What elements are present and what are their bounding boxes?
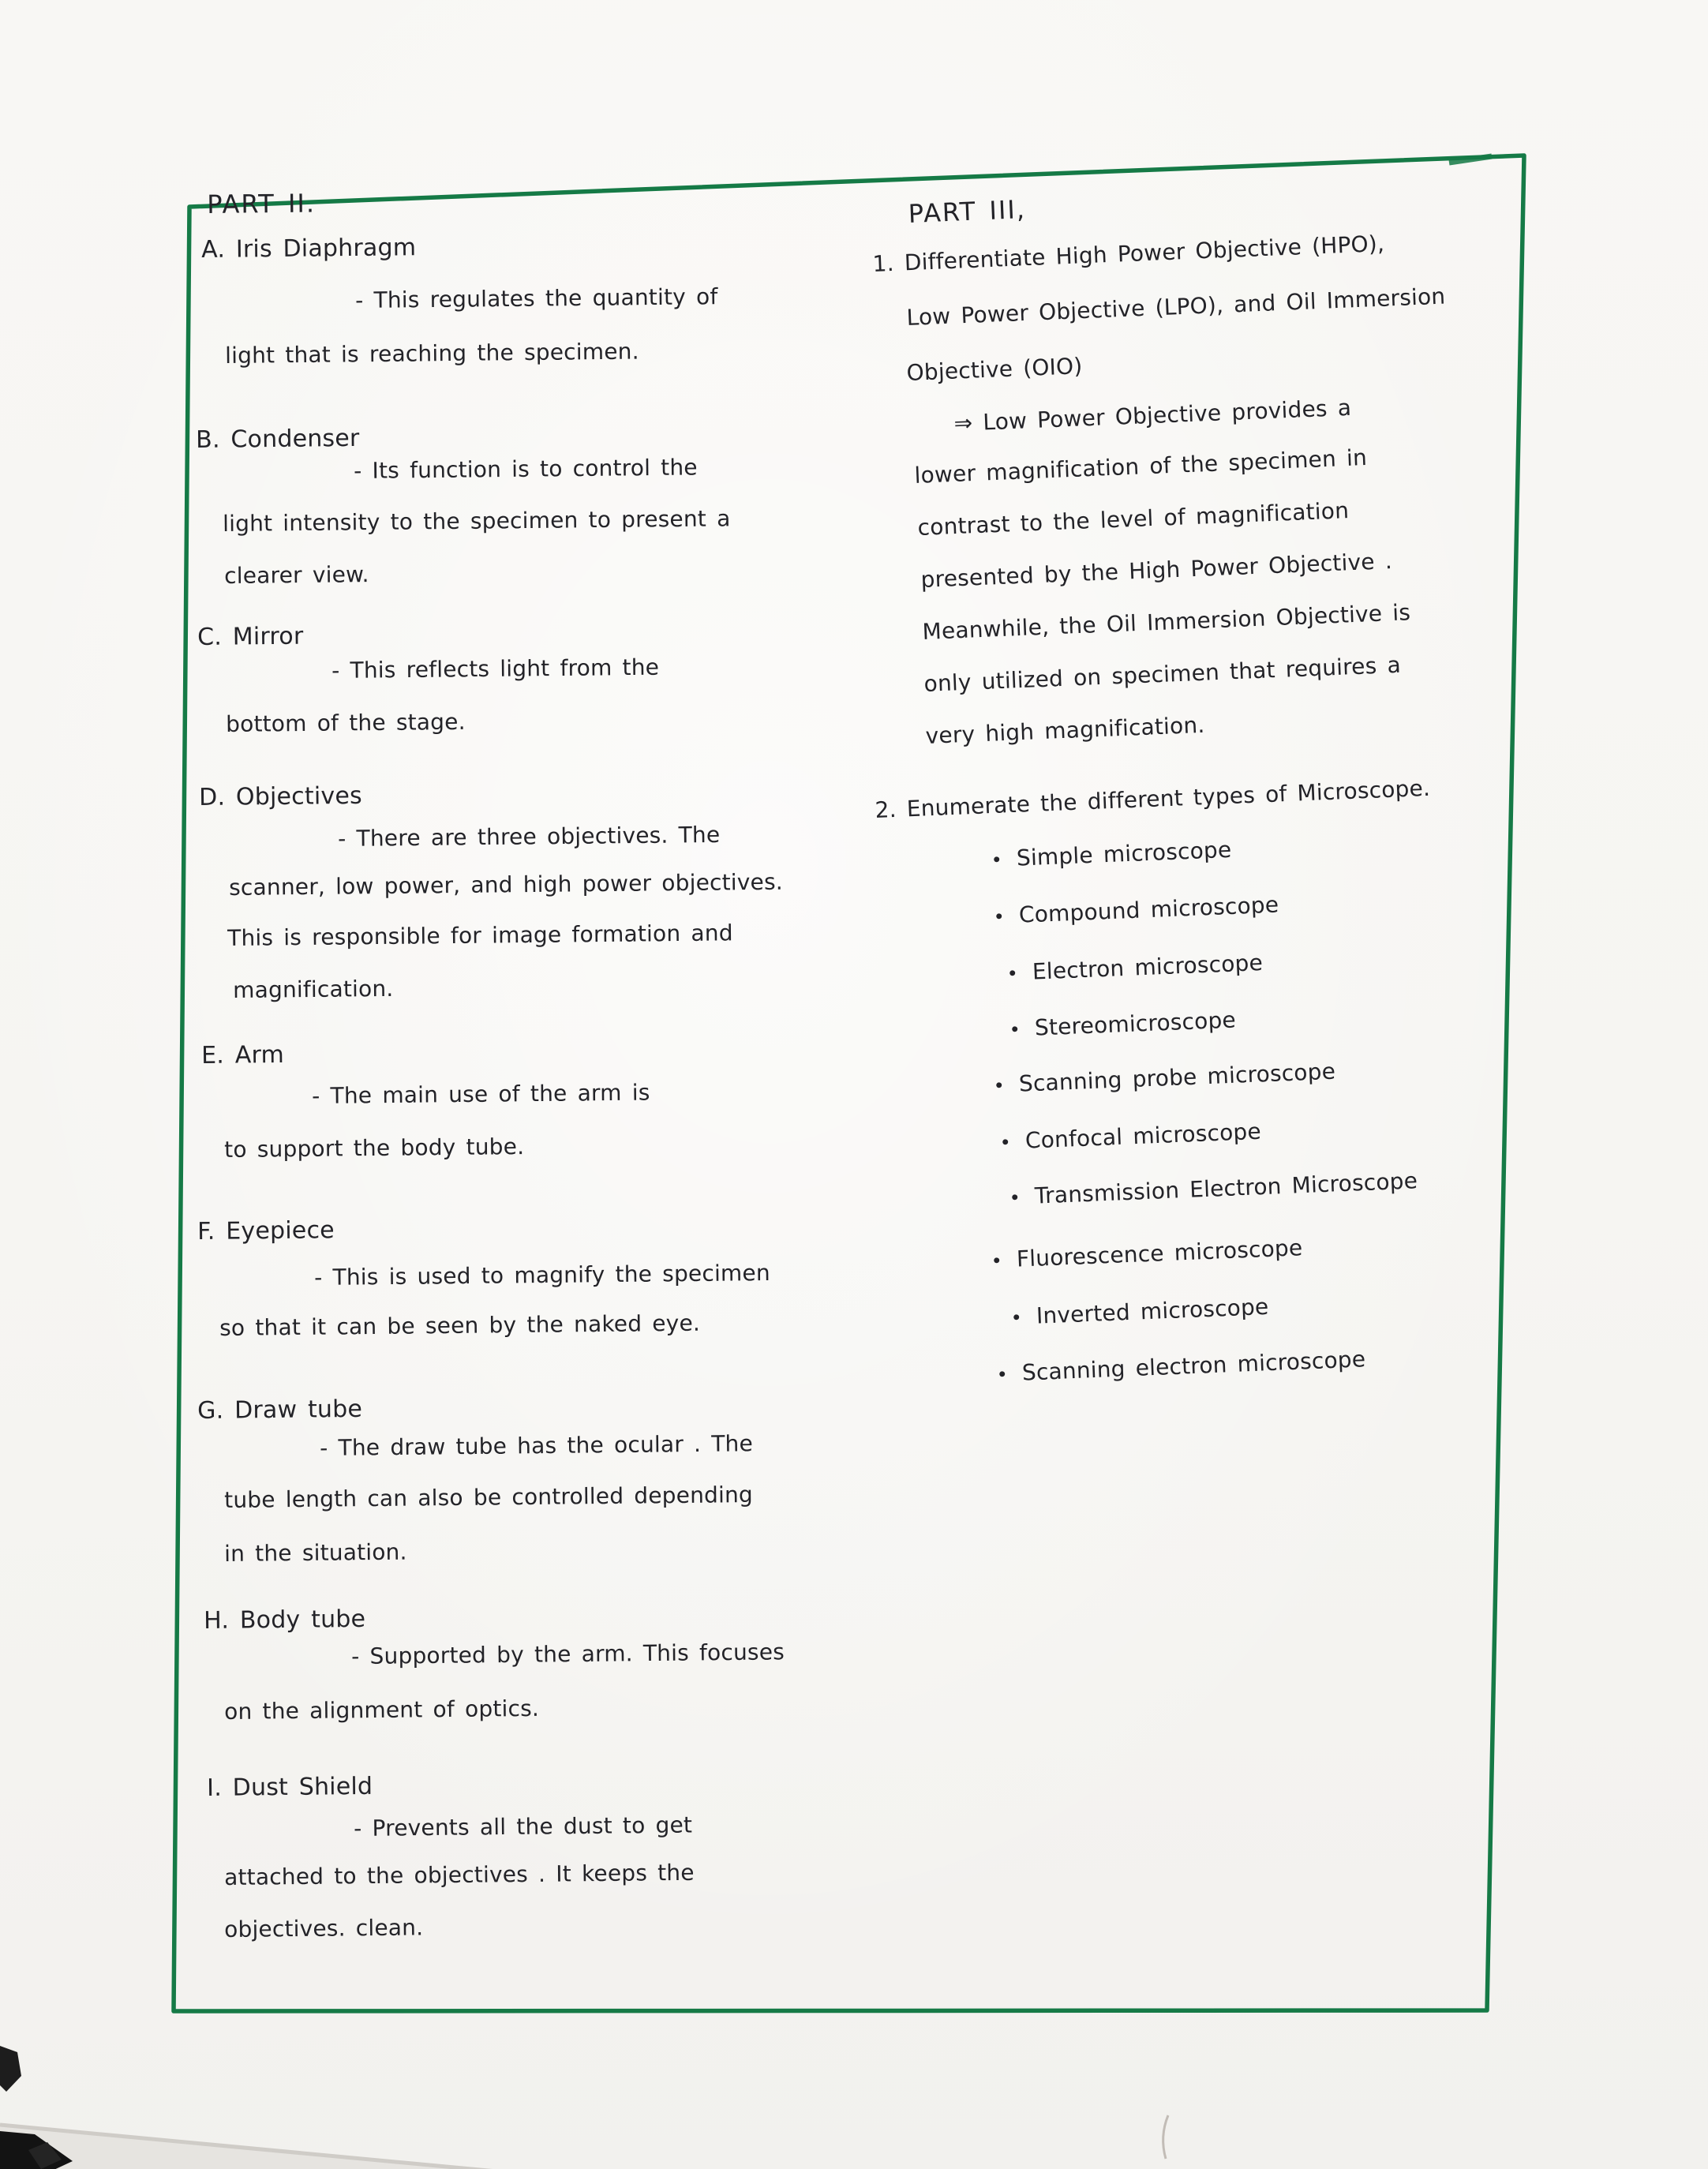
microscope-type-item: [996, 1346, 1366, 1387]
microscope-type-label: Inverted microscope: [1036, 1293, 1270, 1329]
microscope-type-item: [991, 837, 1232, 872]
pencil-smudge-mark: [1163, 2115, 1168, 2159]
item-e-desc-line: - The main use of the arm is: [312, 1079, 650, 1109]
q1-answer-line: lower magnification of the specimen in: [914, 444, 1368, 489]
bullet-dot: •: [993, 1074, 1006, 1097]
paper-edge-shadow: [0, 2125, 505, 2169]
microscope-type-label: Confocal microscope: [1024, 1118, 1262, 1154]
item-i-desc-line: objectives. clean.: [224, 1914, 424, 1942]
q2-prompt: 2. Enumerate the different types of Microscope.: [875, 774, 1431, 823]
item-b-heading: B. Condenser: [196, 424, 360, 454]
item-h-desc-line: - Supported by the arm. This focuses: [351, 1639, 785, 1669]
q1-prompt-line: Low Power Objective (LPO), and Oil Immersion: [906, 283, 1446, 331]
part2-title: PART II.: [207, 188, 317, 219]
item-a-desc-line: - This regulates the quantity of: [355, 283, 718, 313]
item-d-desc-line: magnification.: [233, 975, 394, 1003]
item-g-desc-line: tube length can also be controlled depending: [224, 1481, 754, 1513]
microscope-type-label: Electron microscope: [1032, 949, 1264, 985]
bullet-dot: •: [1009, 1186, 1021, 1209]
item-d-desc-line: - There are three objectives. The: [338, 821, 721, 852]
photo-corner-artifact: [28, 2142, 62, 2169]
bullet-dot: •: [999, 1131, 1012, 1154]
item-f-desc-line: - This is used to magnify the specimen: [314, 1259, 770, 1291]
item-c-heading: C. Mirror: [197, 622, 304, 651]
q1-answer-line: contrast to the level of magnification: [917, 497, 1350, 541]
item-i-desc-line: - Prevents all the dust to get: [354, 1811, 693, 1841]
microscope-type-label: Stereomicroscope: [1034, 1006, 1237, 1041]
microscope-type-item: [1009, 1167, 1418, 1210]
item-b-desc-line: clearer view.: [224, 561, 369, 589]
q1-answer-line: Meanwhile, the Oil Immersion Objective is: [922, 599, 1411, 645]
item-g-desc-line: in the situation.: [224, 1538, 407, 1567]
microscope-type-label: Compound microscope: [1018, 891, 1279, 928]
item-i-heading: I. Dust Shield: [207, 1772, 373, 1802]
item-c-desc-line: - This reflects light from the: [331, 654, 660, 684]
item-a-heading: A. Iris Diaphragm: [201, 234, 417, 264]
microscope-type-item: [1006, 950, 1264, 986]
bullet-dot: •: [993, 905, 1006, 928]
item-e-desc-line: to support the body tube.: [224, 1133, 525, 1163]
item-h-desc-line: on the alignment of optics.: [224, 1695, 540, 1725]
item-a-desc-line: light that is reaching the specimen.: [225, 338, 639, 369]
microscope-type-label: Fluorescence microscope: [1016, 1234, 1303, 1272]
microscope-type-item: [991, 1234, 1303, 1273]
item-h-heading: H. Body tube: [204, 1605, 366, 1635]
item-d-desc-line: This is responsible for image formation and: [227, 920, 733, 951]
microscope-type-item: [993, 1058, 1336, 1098]
bullet-dot: •: [996, 1363, 1009, 1386]
q1-answer-line: presented by the High Power Objective .: [920, 548, 1393, 593]
microscope-type-label: Scanning probe microscope: [1018, 1058, 1336, 1097]
item-g-desc-line: - The draw tube has the ocular . The: [320, 1430, 754, 1461]
item-d-desc-line: scanner, low power, and high power objectives.: [229, 868, 784, 901]
bullet-dot: •: [1010, 1306, 1023, 1329]
microscope-type-item: [999, 1118, 1261, 1155]
item-f-heading: F. Eyepiece: [197, 1216, 335, 1246]
bullet-dot: •: [1006, 962, 1019, 985]
item-f-desc-line: so that it can be seen by the naked eye.: [219, 1309, 701, 1341]
microscope-type-item: [993, 891, 1279, 928]
q1-answer-line: ⇒ Low Power Objective provides a: [953, 394, 1352, 436]
microscope-type-label: Transmission Electron Microscope: [1034, 1167, 1418, 1209]
pen-overlap-mark: [1449, 156, 1492, 163]
item-i-desc-line: attached to the objectives . It keeps the: [224, 1859, 695, 1890]
bullet-dot: •: [991, 848, 1003, 871]
photo-corner-artifact: [0, 2046, 21, 2092]
bullet-dot: •: [1009, 1018, 1021, 1041]
microscope-type-item: [1009, 1006, 1236, 1042]
item-g-heading: G. Draw tube: [197, 1395, 363, 1425]
item-b-desc-line: light intensity to the specimen to present a: [223, 505, 731, 537]
part3-title: PART III,: [908, 194, 1027, 229]
q1-prompt-line: Objective (OIO): [906, 353, 1084, 386]
item-b-desc-line: - Its function is to control the: [354, 454, 698, 484]
bullet-dot: •: [991, 1249, 1003, 1272]
microscope-type-label: Scanning electron microscope: [1021, 1346, 1366, 1386]
microscope-type-item: [1010, 1294, 1269, 1330]
q1-answer-line: only utilized on specimen that requires a: [923, 651, 1402, 697]
paper-edge-line: [0, 2125, 505, 2169]
photo-corner-artifact: [0, 2131, 73, 2169]
q1-answer-line: very high magnification.: [925, 711, 1206, 749]
item-c-desc-line: bottom of the stage.: [226, 708, 466, 737]
item-d-heading: D. Objectives: [199, 781, 363, 811]
item-e-heading: E. Arm: [201, 1040, 285, 1070]
microscope-type-label: Simple microscope: [1016, 836, 1232, 871]
q1-prompt-line: 1. Differentiate High Power Objective (HPO),: [872, 230, 1385, 277]
